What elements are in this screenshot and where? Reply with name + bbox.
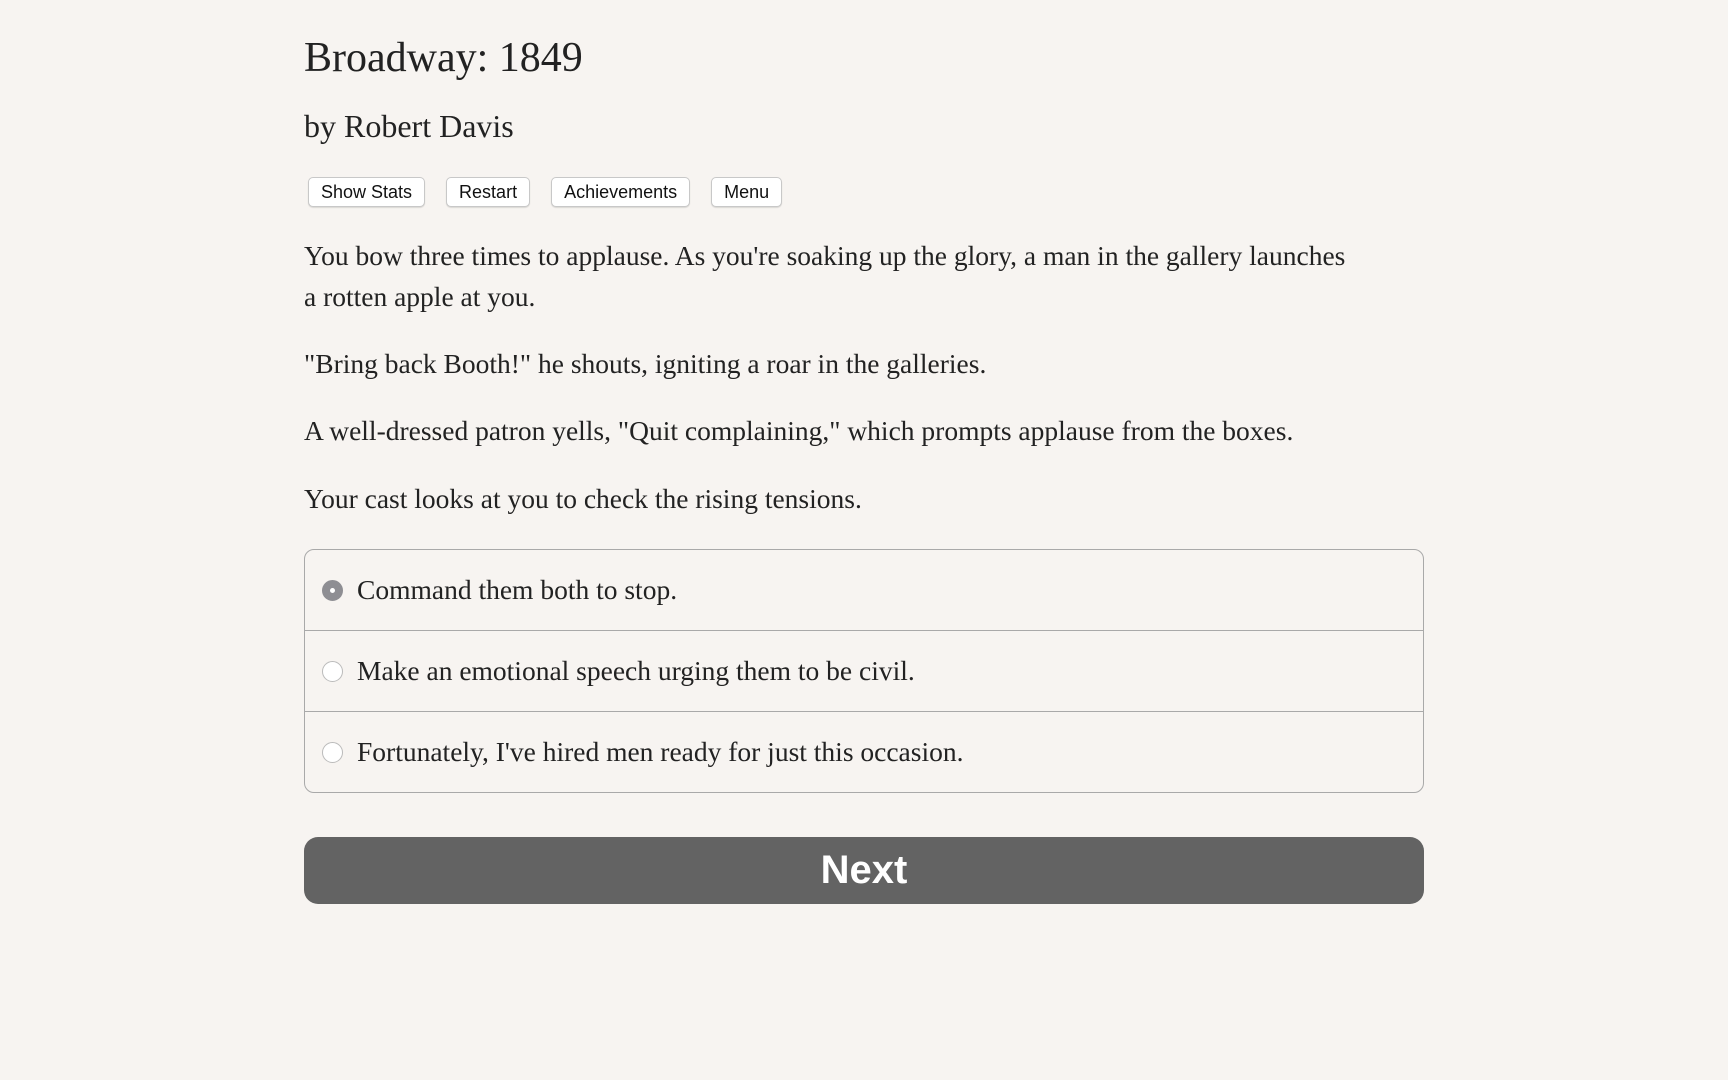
radio-selected-icon[interactable]	[322, 580, 343, 601]
author-byline: by Robert Davis	[304, 108, 514, 144]
story-paragraph: A well-dressed patron yells, "Quit complaining," which prompts applause from the boxes.	[304, 415, 1294, 446]
story-paragraph: Your cast looks at you to check the rising tensions.	[304, 483, 862, 514]
restart-button[interactable]: Restart	[446, 177, 530, 207]
choice-label: Command them both to stop.	[357, 574, 678, 605]
achievements-button[interactable]: Achievements	[551, 177, 690, 207]
choice-list	[304, 549, 1424, 793]
page-title: Broadway: 1849	[304, 35, 583, 81]
toolbar	[308, 177, 782, 207]
choice-option[interactable]	[305, 550, 1423, 630]
next-button[interactable]: Next	[304, 837, 1424, 904]
choice-option[interactable]	[305, 630, 1423, 711]
menu-button[interactable]: Menu	[711, 177, 782, 207]
choice-label: Make an emotional speech urging them to be civil.	[357, 655, 915, 686]
story-paragraph: "Bring back Booth!" he shouts, igniting a roar in the galleries.	[304, 348, 987, 379]
radio-icon[interactable]	[322, 661, 343, 682]
story-paragraph: You bow three times to applause. As you're soaking up the glory, a man in the gallery launches a rotten apple at you.	[304, 240, 1346, 312]
radio-icon[interactable]	[322, 742, 343, 763]
choice-option[interactable]	[305, 711, 1423, 792]
show-stats-button[interactable]: Show Stats	[308, 177, 425, 207]
choice-label: Fortunately, I've hired men ready for just this occasion.	[357, 736, 964, 767]
